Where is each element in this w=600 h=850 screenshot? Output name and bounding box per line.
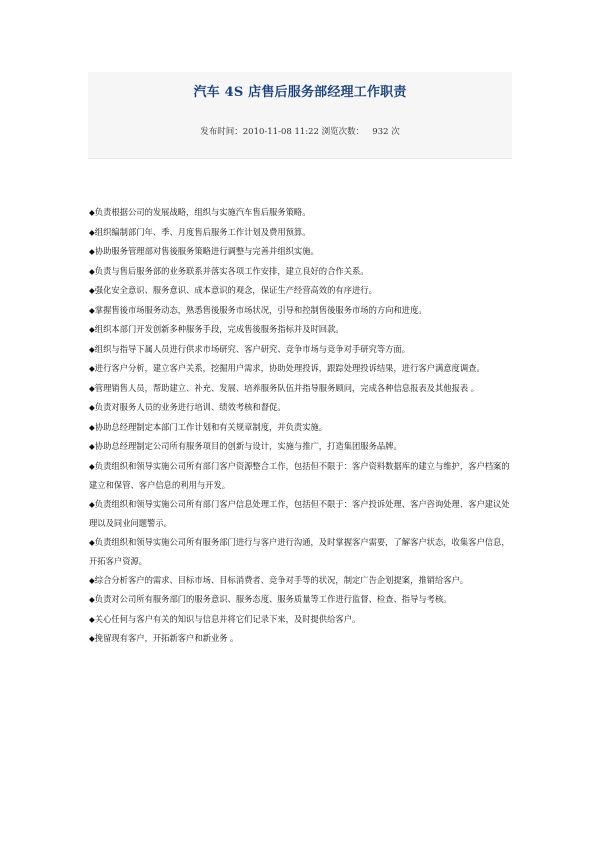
list-item [89,203,517,223]
duty-list [89,203,517,649]
duty-text: 负责组织和领导实施公司所有部门客户资源整合工作，包括但不限于：客户资料数据库的建立与维护，客户档案的建立和保管、客户信息的利用与开发。 [89,460,510,490]
duty-text: 协助总经理制定公司所有服务项目的创新与设计，实施与推广，打造集团服务品牌。 [94,441,402,451]
article-header [88,72,512,159]
duty-text: 关心任何与客户有关的知识与信息并将它们记录下来，及时提供给客户。 [94,613,361,624]
duty-text: 进行客户分析，建立客户关系，挖掘用户需求，协助处理投诉，跟踪处理投诉结果，进行客户满意度调查。 [94,363,485,373]
list-item [89,533,517,571]
list-item [89,320,517,340]
diamond-bullet-icon: ◆ [89,364,95,373]
list-item [89,571,517,591]
diamond-bullet-icon: ◆ [89,595,95,604]
list-item [89,590,517,610]
duty-text: 协助服务管理部对售後服务策略进行调整与完善并组织实施。 [94,246,319,256]
list-item [89,262,517,282]
duty-text: 负责对服务人员的业务进行培训、绩效考核和督促。 [94,402,286,412]
list-item [89,242,517,262]
diamond-bullet-icon: ◆ [89,305,95,315]
list-item [89,629,517,649]
diamond-bullet-icon: ◆ [89,614,95,624]
diamond-bullet-icon: ◆ [89,403,95,412]
views-label: 浏览次数： [321,127,365,137]
duty-text: 负责与售后服务部的业务联系并落实各项工作安排，建立良好的合作关系。 [94,265,369,276]
list-item [89,418,517,438]
diamond-bullet-icon: ◆ [89,266,95,276]
diamond-bullet-icon: ◆ [89,208,95,217]
diamond-bullet-icon: ◆ [89,634,95,643]
views-unit: 次 [391,127,400,137]
diamond-bullet-icon: ◆ [89,537,95,547]
duty-text: 管理销售人员，帮助建立、补充、发展、培养服务队伍并指导服务顾问，完成各种信息报表及其他报表 。 [94,382,480,393]
duty-text: 挽留现有客户，开拓新客户和新业务 。 [94,633,239,643]
duty-text: 组织编制部门年、季、月度售后服务工作计划及费用预算。 [94,226,311,237]
list-item [89,379,517,399]
diamond-bullet-icon: ◆ [89,227,95,237]
list-item [89,398,517,418]
list-item [89,281,517,301]
duty-text: 组织与指导下属人员进行供求市场研究、客户研究、竞争市场与竞争对手研究等方面。 [94,343,411,354]
diamond-bullet-icon: ◆ [89,575,95,585]
list-item [89,457,517,495]
duty-text: 掌握售後市场服务动态，熟悉售後服务市场状况，引导和控制售後服务市场的方向和进度。 [94,304,427,315]
article-meta [88,125,512,137]
duty-text: 负责根据公司的发展战略，组织与实施汽车售后服务策略。 [94,207,311,217]
duty-text: 负责对公司所有服务部门的服务意识、服务态度、服务质量等工作进行监督、检查、指导与考核。 [94,594,452,604]
duty-text: 强化安全意识、服务意识、成本意识的观念，保证生产经营高效的有序进行。 [94,285,377,295]
list-item [89,301,517,321]
diamond-bullet-icon: ◆ [89,325,95,334]
duty-text: 负责组织和领导实施公司所有服务部门进行与客户进行沟通，及时掌握客户需要，了解客户状态，收集客户信息，开拓客户资源。 [89,536,510,566]
list-item [89,223,517,243]
diamond-bullet-icon: ◆ [89,499,95,509]
list-item [89,495,517,533]
duty-text: 综合分析客户的需求、目标市场、目标消费者、竞争对手等的状况，制定广告企划提案，推销给客户。 [94,574,469,585]
duty-text: 协助总经理制定本部门工作计划和有关规章制度，并负责实施。 [94,421,328,432]
list-item [89,340,517,360]
diamond-bullet-icon: ◆ [89,461,95,471]
diamond-bullet-icon: ◆ [89,442,95,451]
list-item [89,610,517,630]
list-item [89,437,517,457]
duty-text: 负责组织和领导实施公司所有部门客户信息处理工作，包括但不限于：客户投诉处理、客户咨询处理、客户建议处理以及同业问题警示。 [89,498,510,528]
diamond-bullet-icon: ◆ [89,247,95,256]
diamond-bullet-icon: ◆ [89,383,95,393]
diamond-bullet-icon: ◆ [89,422,95,432]
publish-label: 发布时间： [200,127,243,137]
views-count: 932 [372,127,389,137]
publish-time: 2010-11-08 11:22 [242,127,319,137]
list-item [89,359,517,379]
diamond-bullet-icon: ◆ [89,286,95,295]
duty-text: 组织本部门开发创新多种服务手段，完成售後服务指标并及时回款。 [94,324,344,334]
diamond-bullet-icon: ◆ [89,344,95,354]
page-title: 汽车 4S 店售后服务部经理工作职责 [193,85,407,100]
